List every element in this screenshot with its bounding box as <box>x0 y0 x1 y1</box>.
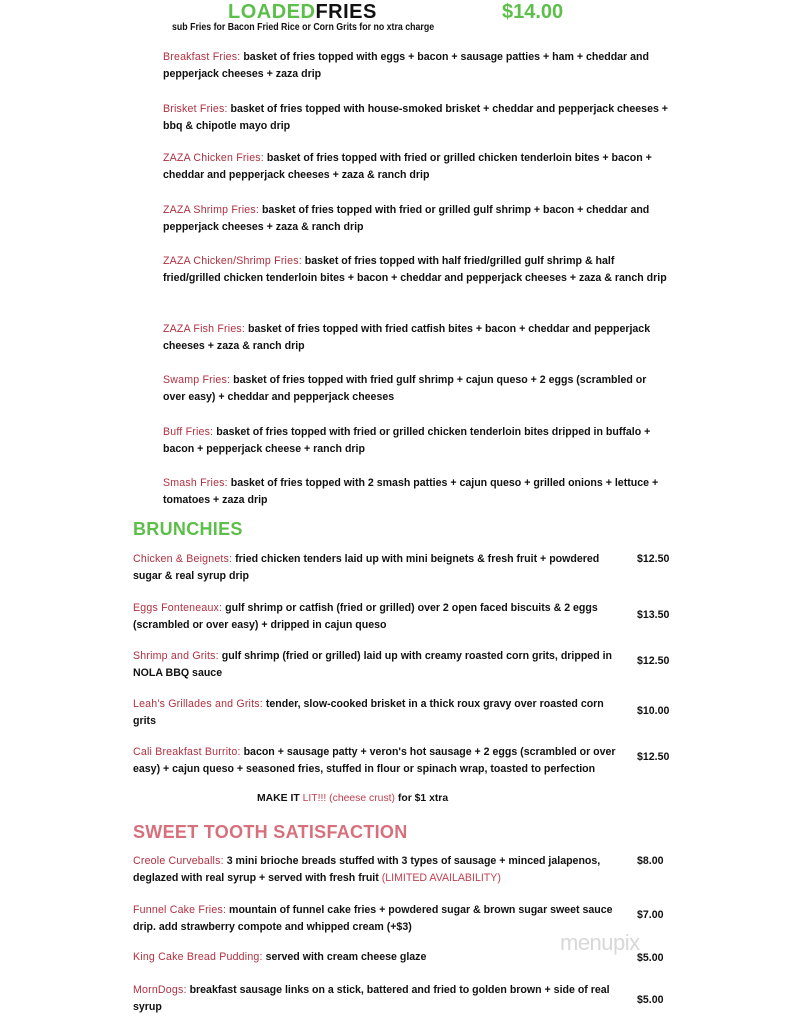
menu-item <box>133 648 618 682</box>
item-name: MornDogs: <box>133 984 187 996</box>
menu-item <box>133 902 618 936</box>
item-price: $5.00 <box>637 952 664 964</box>
item-name: Smash Fries: <box>163 477 228 489</box>
item-name: Cali Breakfast Burrito: <box>133 746 241 758</box>
item-description: served with cream cheese glaze <box>262 951 427 963</box>
item-description: basket of fries topped with fried or grilled chicken tenderloin bites dripped in buffalo + bacon + pepperjack cheese + ranch drip <box>163 426 651 455</box>
item-price: $12.50 <box>637 655 670 667</box>
menu-item <box>133 696 618 730</box>
item-price: $8.00 <box>637 855 664 867</box>
loaded-fries-price: $14.00 <box>502 1 564 23</box>
watermark: menupix <box>560 930 640 955</box>
section-title-sweet-tooth: SWEET TOOTH SATISFACTION <box>133 822 408 842</box>
item-description: mountain of funnel cake fries + powdered sugar & brown sugar sweet sauce drip. add strawberry compote and whipped cream (+$3) <box>133 904 613 933</box>
item-name: Leah's Grillades and Grits: <box>133 698 263 710</box>
item-price: $13.50 <box>637 609 670 621</box>
item-name: ZAZA Shrimp Fries: <box>163 204 260 216</box>
item-name: ZAZA Chicken Fries: <box>163 152 264 164</box>
item-name: Shrimp and Grits: <box>133 650 219 662</box>
item-description: basket of fries topped with fried or grilled chicken tenderloin bites + bacon + cheddar and pepperjack cheeses + zaza & ranch drip <box>163 152 652 181</box>
menu-item <box>163 321 668 355</box>
item-description: bacon + sausage patty + veron's hot sausage + 2 eggs (scrambled or over easy) + cajun queso + seasoned fries, stuffed in flour or spinach wrap, toasted to perfection <box>133 746 616 775</box>
item-description: gulf shrimp or catfish (fried or grilled) over 2 open faced biscuits & 2 eggs (scrambled or over easy) + dripped in cajun queso <box>133 602 598 631</box>
menu-item <box>163 372 668 406</box>
menu-item <box>163 253 668 287</box>
item-price: $10.00 <box>637 705 670 717</box>
menu-item <box>163 424 668 458</box>
item-description: basket of fries topped with eggs + bacon + sausage patties + ham + cheddar and pepperjack cheeses + zaza drip <box>163 51 649 80</box>
item-note: (LIMITED AVAILABILITY) <box>381 872 501 884</box>
menu-item <box>133 551 618 585</box>
item-name: ZAZA Chicken/Shrimp Fries: <box>163 255 302 267</box>
item-description: breakfast sausage links on a stick, battered and fried to golden brown + side of real syrup <box>133 984 610 1013</box>
menu-item <box>133 982 618 1016</box>
item-name: Swamp Fries: <box>163 374 231 386</box>
item-name: Buff Fries: <box>163 426 214 438</box>
item-description: 3 mini brioche breads stuffed with 3 types of sausage + minced jalapenos, deglazed with real syrup + served with fresh fruit <box>133 855 601 884</box>
item-name: Brisket Fries: <box>163 103 228 115</box>
item-description: basket of fries topped with fried gulf shrimp + cajun queso + 2 eggs (scrambled or over easy) + cheddar and pepperjack cheeses <box>163 374 647 403</box>
menu-item <box>163 475 668 509</box>
item-name: King Cake Bread Pudding: <box>133 951 263 963</box>
item-description: basket of fries topped with half fried/grilled gulf shrimp & half fried/grilled chicken tenderloin bites + bacon + cheddar and pepperjack cheeses + zaza & ranch drip <box>163 255 667 284</box>
item-price: $7.00 <box>637 909 664 921</box>
item-name: Creole Curveballs: <box>133 855 224 867</box>
item-description: basket of fries topped with fried or grilled gulf shrimp + bacon + cheddar and pepperjack cheeses + zaza & ranch drip <box>163 204 650 233</box>
item-price: $5.00 <box>637 994 664 1006</box>
item-description: fried chicken tenders laid up with mini beignets & fresh fruit + powdered sugar & real syrup drip <box>133 553 600 582</box>
item-description: basket of fries topped with fried catfish bites + bacon + cheddar and pepperjack cheeses + zaza & ranch drip <box>163 323 651 352</box>
loaded-fries-title <box>228 1 377 24</box>
section-title-brunchies: BRUNCHIES <box>133 519 243 539</box>
menu-item <box>163 150 668 184</box>
item-description: basket of fries topped with house-smoked brisket + cheddar and pepperjack cheeses + bbq & chipotle mayo drip <box>163 103 668 132</box>
item-name: ZAZA Fish Fries: <box>163 323 246 335</box>
item-name: Eggs Fonteneaux: <box>133 602 223 614</box>
menu-item <box>133 744 618 778</box>
upsell-text: MAKE IT <box>257 793 303 804</box>
loaded-fries-subtitle: sub Fries for Bacon Fried Rice or Corn Grits for no xtra charge <box>172 22 435 33</box>
menu-item <box>163 202 668 236</box>
menu-item <box>133 853 618 887</box>
item-description: tender, slow-cooked brisket in a thick roux gravy over roasted corn grits <box>133 698 604 727</box>
upsell-text: for $1 xtra <box>395 793 449 804</box>
item-price: $12.50 <box>637 751 670 763</box>
upsell-highlight: LIT!!! (cheese crust) <box>302 793 395 804</box>
menu-item <box>133 600 618 634</box>
upsell-note <box>257 793 448 804</box>
title-loaded: LOADED <box>228 1 316 23</box>
item-description: basket of fries topped with 2 smash patties + cajun queso + grilled onions + lettuce + tomatoes + zaza drip <box>163 477 659 506</box>
menu-item <box>163 49 668 83</box>
menu-item <box>133 949 618 966</box>
title-fries: FRIES <box>315 1 377 23</box>
item-price: $12.50 <box>637 553 670 565</box>
item-name: Chicken & Beignets: <box>133 553 233 565</box>
item-name: Breakfast Fries: <box>163 51 241 63</box>
item-description: gulf shrimp (fried or grilled) laid up with creamy roasted corn grits, dripped in NOLA BBQ sauce <box>133 650 613 679</box>
menu-item <box>163 101 668 135</box>
item-name: Funnel Cake Fries: <box>133 904 227 916</box>
